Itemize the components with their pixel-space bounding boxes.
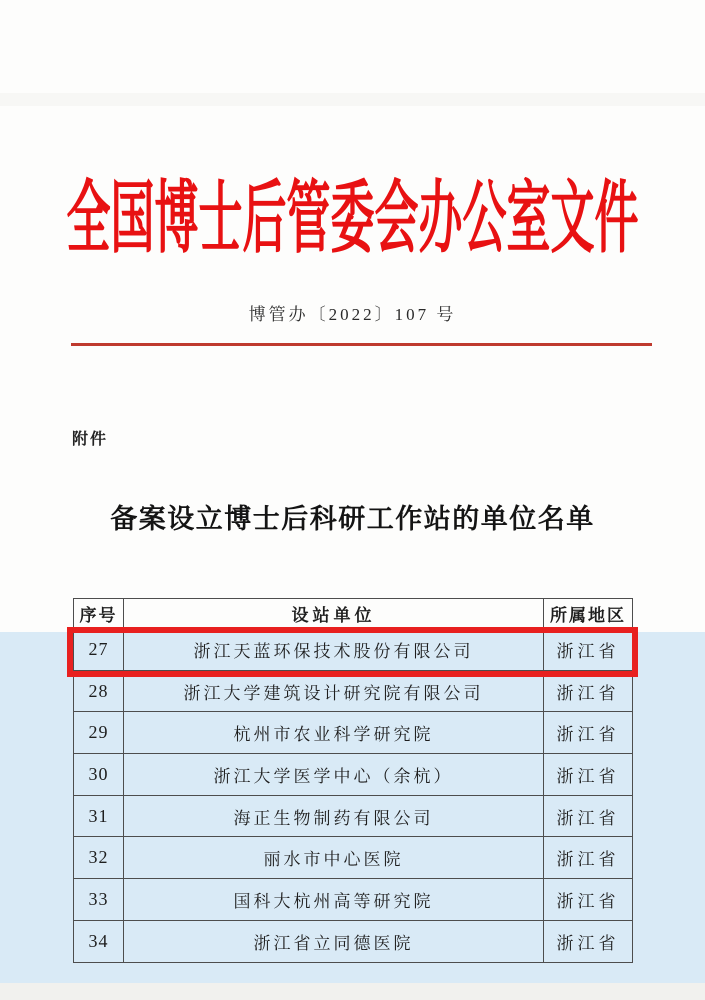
cell-region: 浙江省 [544,754,633,796]
cell-serial-number: 29 [74,712,124,754]
units-table-body [74,629,633,963]
cell-unit-name: 杭州市农业科学研究院 [124,712,544,754]
scan-artifact [0,93,705,106]
cell-serial-number: 33 [74,879,124,921]
table-row [74,712,633,754]
units-table [73,598,633,963]
cell-serial-number: 34 [74,920,124,962]
table-header-row [74,599,633,629]
header-unit: 设站单位 [124,599,544,629]
cell-unit-name: 海正生物制药有限公司 [124,795,544,837]
section-title: 备案设立博士后科研工作站的单位名单 [110,504,595,534]
page-bottom-strip [0,983,705,1000]
cell-region: 浙江省 [544,837,633,879]
red-divider-rule [71,343,652,346]
table-row [74,629,633,671]
cell-unit-name: 国科大杭州高等研究院 [124,879,544,921]
cell-serial-number: 30 [74,754,124,796]
cell-unit-name: 浙江天蓝环保技术股份有限公司 [124,629,544,671]
table-row [74,795,633,837]
cell-unit-name: 丽水市中心医院 [124,837,544,879]
table-row [74,754,633,796]
table-row [74,920,633,962]
table-row [74,837,633,879]
cell-serial-number: 32 [74,837,124,879]
cell-region: 浙江省 [544,712,633,754]
cell-region: 浙江省 [544,629,633,671]
cell-serial-number: 31 [74,795,124,837]
cell-serial-number: 28 [74,670,124,712]
document-title: 全国博士后管委会办公室文件 [66,174,639,263]
cell-region: 浙江省 [544,879,633,921]
cell-region: 浙江省 [544,920,633,962]
header-no: 序号 [74,599,124,629]
cell-serial-number: 27 [74,629,124,671]
cell-unit-name: 浙江大学建筑设计研究院有限公司 [124,670,544,712]
document-number: 博管办〔2022〕107 号 [248,305,457,324]
cell-unit-name: 浙江省立同德医院 [124,920,544,962]
table-row [74,879,633,921]
attachment-label: 附件 [72,431,109,448]
cell-region: 浙江省 [544,795,633,837]
cell-unit-name: 浙江大学医学中心（余杭） [124,754,544,796]
header-region: 所属地区 [544,599,633,629]
table-row [74,670,633,712]
cell-region: 浙江省 [544,670,633,712]
